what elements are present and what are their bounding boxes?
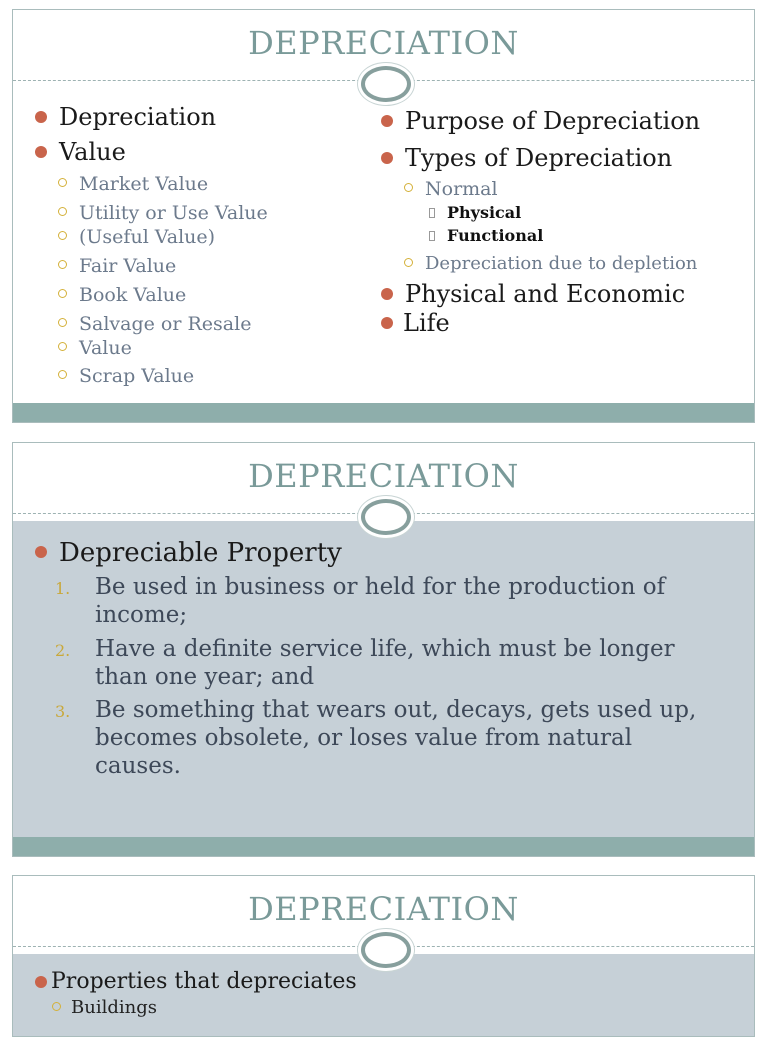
slide-2 bbox=[12, 442, 755, 857]
slide-1 bbox=[12, 9, 755, 423]
sub-normal: Normal bbox=[401, 177, 498, 201]
divider-ornament bbox=[361, 66, 411, 102]
sub-fair-value: Fair Value bbox=[55, 254, 176, 278]
list-item-3-line-3: causes. bbox=[95, 753, 181, 779]
slide-3 bbox=[12, 875, 755, 1037]
slide-footer-bar bbox=[13, 837, 754, 856]
bullet-types: Types of Depreciation bbox=[379, 144, 672, 172]
list-item-1-line-2: income; bbox=[95, 602, 188, 628]
bullet-life: Physical and Economic bbox=[379, 280, 685, 308]
sub-buildings: Buildings bbox=[49, 996, 157, 1020]
sub-useful-value: (Useful Value) bbox=[79, 226, 216, 248]
list-item-2-line-2: than one year; and bbox=[95, 664, 315, 690]
list-item-3-line-1: Be something that wears out, decays, gets used up, bbox=[95, 697, 697, 723]
sub-salvage-value-cont bbox=[55, 336, 132, 360]
list-number: 1. bbox=[55, 579, 71, 598]
sub-depletion: Depreciation due to depletion bbox=[401, 252, 697, 276]
slide-footer-bar bbox=[13, 403, 754, 422]
divider-ornament bbox=[361, 932, 411, 968]
list-item-2 bbox=[55, 635, 675, 691]
bullet-purpose: Purpose of Depreciation bbox=[379, 107, 700, 135]
bullet-depreciable-property: Depreciable Property bbox=[33, 538, 342, 568]
sub-book-value: Book Value bbox=[55, 283, 186, 307]
sub-salvage-value-2: Value bbox=[79, 337, 132, 359]
slide-title: DEPRECIATION bbox=[248, 890, 519, 928]
subsub-functional: Functional bbox=[427, 225, 543, 247]
bullet-life-cont bbox=[379, 309, 450, 337]
sub-utility-value: Utility or Use Value bbox=[55, 201, 268, 225]
sub-salvage-value: Salvage or Resale bbox=[55, 312, 251, 336]
bullet-properties: Properties that depreciates bbox=[33, 968, 357, 996]
list-number: 2. bbox=[55, 641, 71, 660]
bullet-depreciation: Depreciation bbox=[33, 103, 216, 131]
sub-market-value: Market Value bbox=[55, 172, 208, 196]
bullet-value: Value bbox=[33, 138, 126, 166]
slide-title: DEPRECIATION bbox=[248, 457, 519, 495]
subsub-physical: Physical bbox=[427, 202, 521, 224]
list-number: 3. bbox=[55, 702, 71, 721]
sub-scrap-value: Scrap Value bbox=[55, 364, 194, 388]
divider-ornament bbox=[361, 499, 411, 535]
list-item-3-line-2: becomes obsolete, or loses value from natural bbox=[95, 725, 633, 751]
list-item-2-line-1: Have a definite service life, which must be longer bbox=[95, 636, 675, 662]
list-item-1-line-1: Be used in business or held for the production of bbox=[95, 574, 666, 600]
list-item-1 bbox=[55, 573, 665, 629]
list-item-3 bbox=[55, 696, 696, 780]
sub-utility-value-cont bbox=[55, 225, 215, 249]
bullet-life-2: Life bbox=[403, 309, 450, 337]
slide-title: DEPRECIATION bbox=[248, 24, 519, 62]
